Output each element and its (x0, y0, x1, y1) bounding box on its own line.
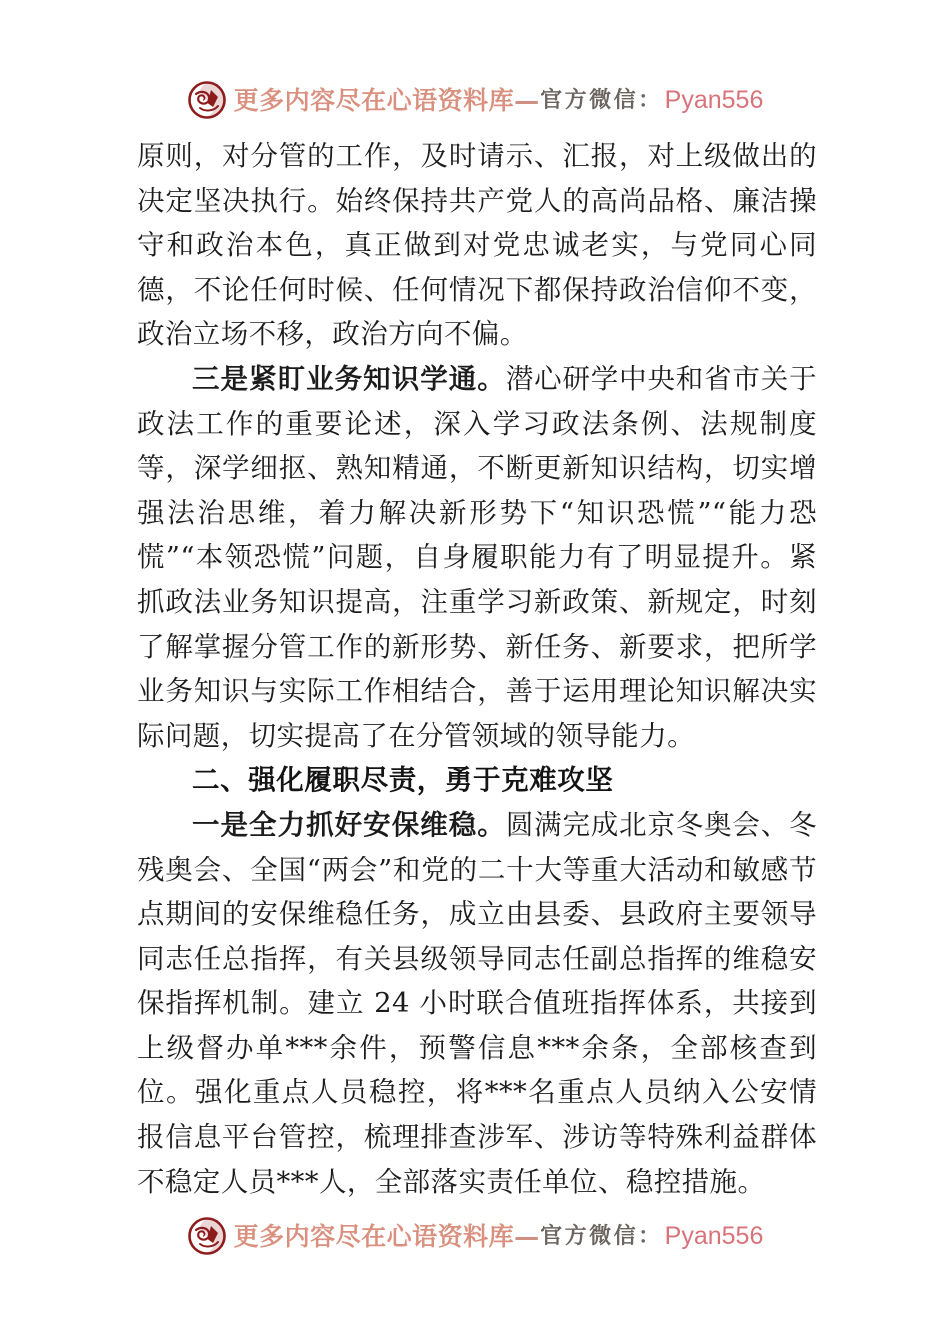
watermark-channel-id: Pyan556 (664, 1221, 764, 1250)
watermark-channel-label: 官方微信： (540, 87, 663, 113)
paragraph-text: 圆满完成北京冬奥会、冬残奥会、全国“两会”和党的二十大等重大活动和敏感节点期间的安保维稳任务，成立由县委、县政府主要领导同志任总指挥，有关县级领导同志任副总指挥的维稳安保指挥机制。建立 24 小时联合值班指挥体系，共接到上级督办单***余件，预警信息***余条，全部核查到位。强化重点人员稳控，将***名重点人员纳入公安情报信息平台管控，梳理排查涉军、涉访等特殊利益群体不稳定人员***人，全部落实责任单位、稳控措施。 (137, 808, 817, 1198)
watermark-dash: — (514, 1221, 540, 1251)
paragraph-item-one (137, 803, 817, 1204)
paragraph-text: 潜心研学中央和省市关于政法工作的重要论述，深入学习政法条例、法规制度等，深学细抠、熟知精通，不断更新知识结构，切实增强法治思维，着力解决新形势下“知识恐慌”“能力恐慌”“本领恐慌”问题，自身履职能力有了明显提升。紧抓政法业务知识提高，注重学习新政策、新规定，时刻了解掌握分管工作的新形势、新任务、新要求，把所学业务知识与实际工作相结合，善于运用理论知识解决实际问题，切实提高了在分管领域的领导能力。 (137, 362, 817, 752)
watermark-channel-label: 官方微信： (540, 1223, 663, 1249)
yin-yang-fish-logo-icon (187, 1216, 227, 1256)
paragraph-continued (137, 134, 817, 357)
watermark-header (0, 77, 950, 123)
paragraph-text: 原则，对分管的工作，及时请示、汇报，对上级做出的决定坚决执行。始终保持共产党人的高尚品格、廉洁操守和政治本色，真正做到对党忠诚老实，与党同心同德，不论任何时候、任何情况下都保持政治信仰不变，政治立场不移，政治方向不偏。 (137, 140, 817, 351)
yin-yang-fish-logo-icon (187, 80, 227, 120)
watermark-brand-text: 更多内容尽在心语资料库 (233, 85, 515, 115)
paragraph-lead-in: 三是紧盯业务知识学通。 (192, 362, 506, 395)
watermark-channel-id: Pyan556 (664, 85, 764, 114)
paragraph-item-three (137, 357, 817, 758)
watermark-brand-text: 更多内容尽在心语资料库 (233, 1221, 515, 1251)
paragraph-lead-in: 一是全力抓好安保维稳。 (192, 808, 506, 841)
section-heading-two: 二、强化履职尽责，勇于克难攻坚 (192, 764, 614, 797)
document-body (137, 134, 817, 1204)
watermark-footer (0, 1213, 950, 1259)
watermark-dash: — (514, 85, 540, 115)
